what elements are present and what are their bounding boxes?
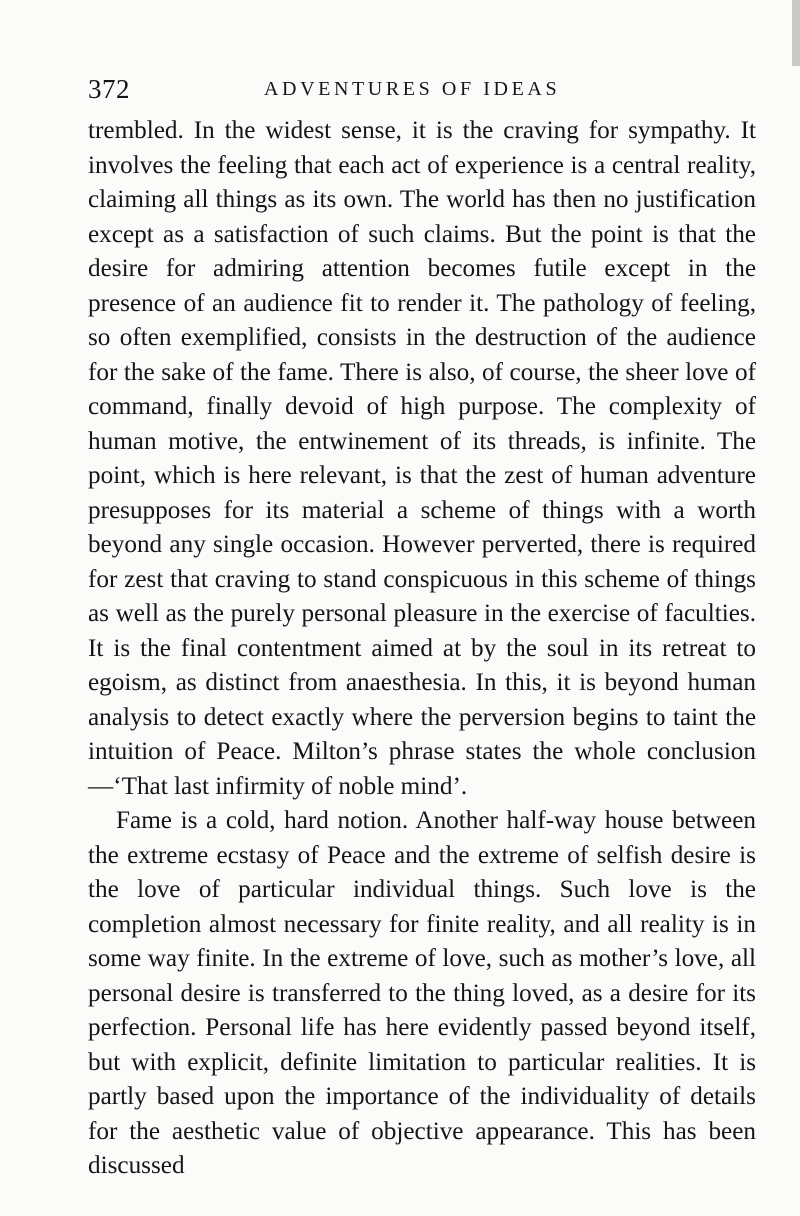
page-edge-mark — [792, 0, 800, 66]
paragraph-1: trembled. In the widest sense, it is the craving for sympathy. It involves the feeling that each act of experience is a central reality, claiming all things as its own. The world has then no justification except as a satisfaction of such claims. But the point is that the desire for admiring attention becomes futile except in the presence of an audience fit to render it. The pathology of feeling, so often exemplified, consists in the destruction of the audience for the sake of the fame. There is also, of course, the sheer love of command, finally devoid of high purpose. The complexity of human motive, the entwinement of its threads, is infinite. The point, which is here relevant, is that the zest of human adventure presupposes for its material a scheme of things with a worth beyond any single occasion. However perverted, there is required for zest that craving to stand conspicuous in this scheme of things as well as the purely personal pleasure in the exercise of faculties. It is the final contentment aimed at by the soul in its retreat to egoism, as distinct from anaesthesia. In this, it is beyond human analysis to detect exactly where the perversion begins to taint the intuition of Peace. Milton’s phrase states the whole conclusion—‘That last infirmity of noble mind’. — [88, 117, 756, 800]
page-number: 372 — [88, 74, 130, 104]
running-head — [88, 72, 768, 106]
paragraph-2: Fame is a cold, hard notion. Another half-way house between the extreme ecstasy of Peace and the extreme of selfish desire is the love of particular individual things. Such love is the completion almost necessary for finite reality, and all reality is in some way finite. In the extreme of love, such as mother’s love, all personal desire is transferred to the thing loved, as a desire for its perfection. Personal life has here evidently passed beyond itself, but with explicit, definite limitation to particular realities. It is partly based upon the importance of the individuality of details for the aesthetic value of objective appearance. This has been discussed — [88, 807, 756, 1179]
running-title: ADVENTURES OF IDEAS — [264, 78, 561, 100]
body-text — [88, 114, 756, 1184]
